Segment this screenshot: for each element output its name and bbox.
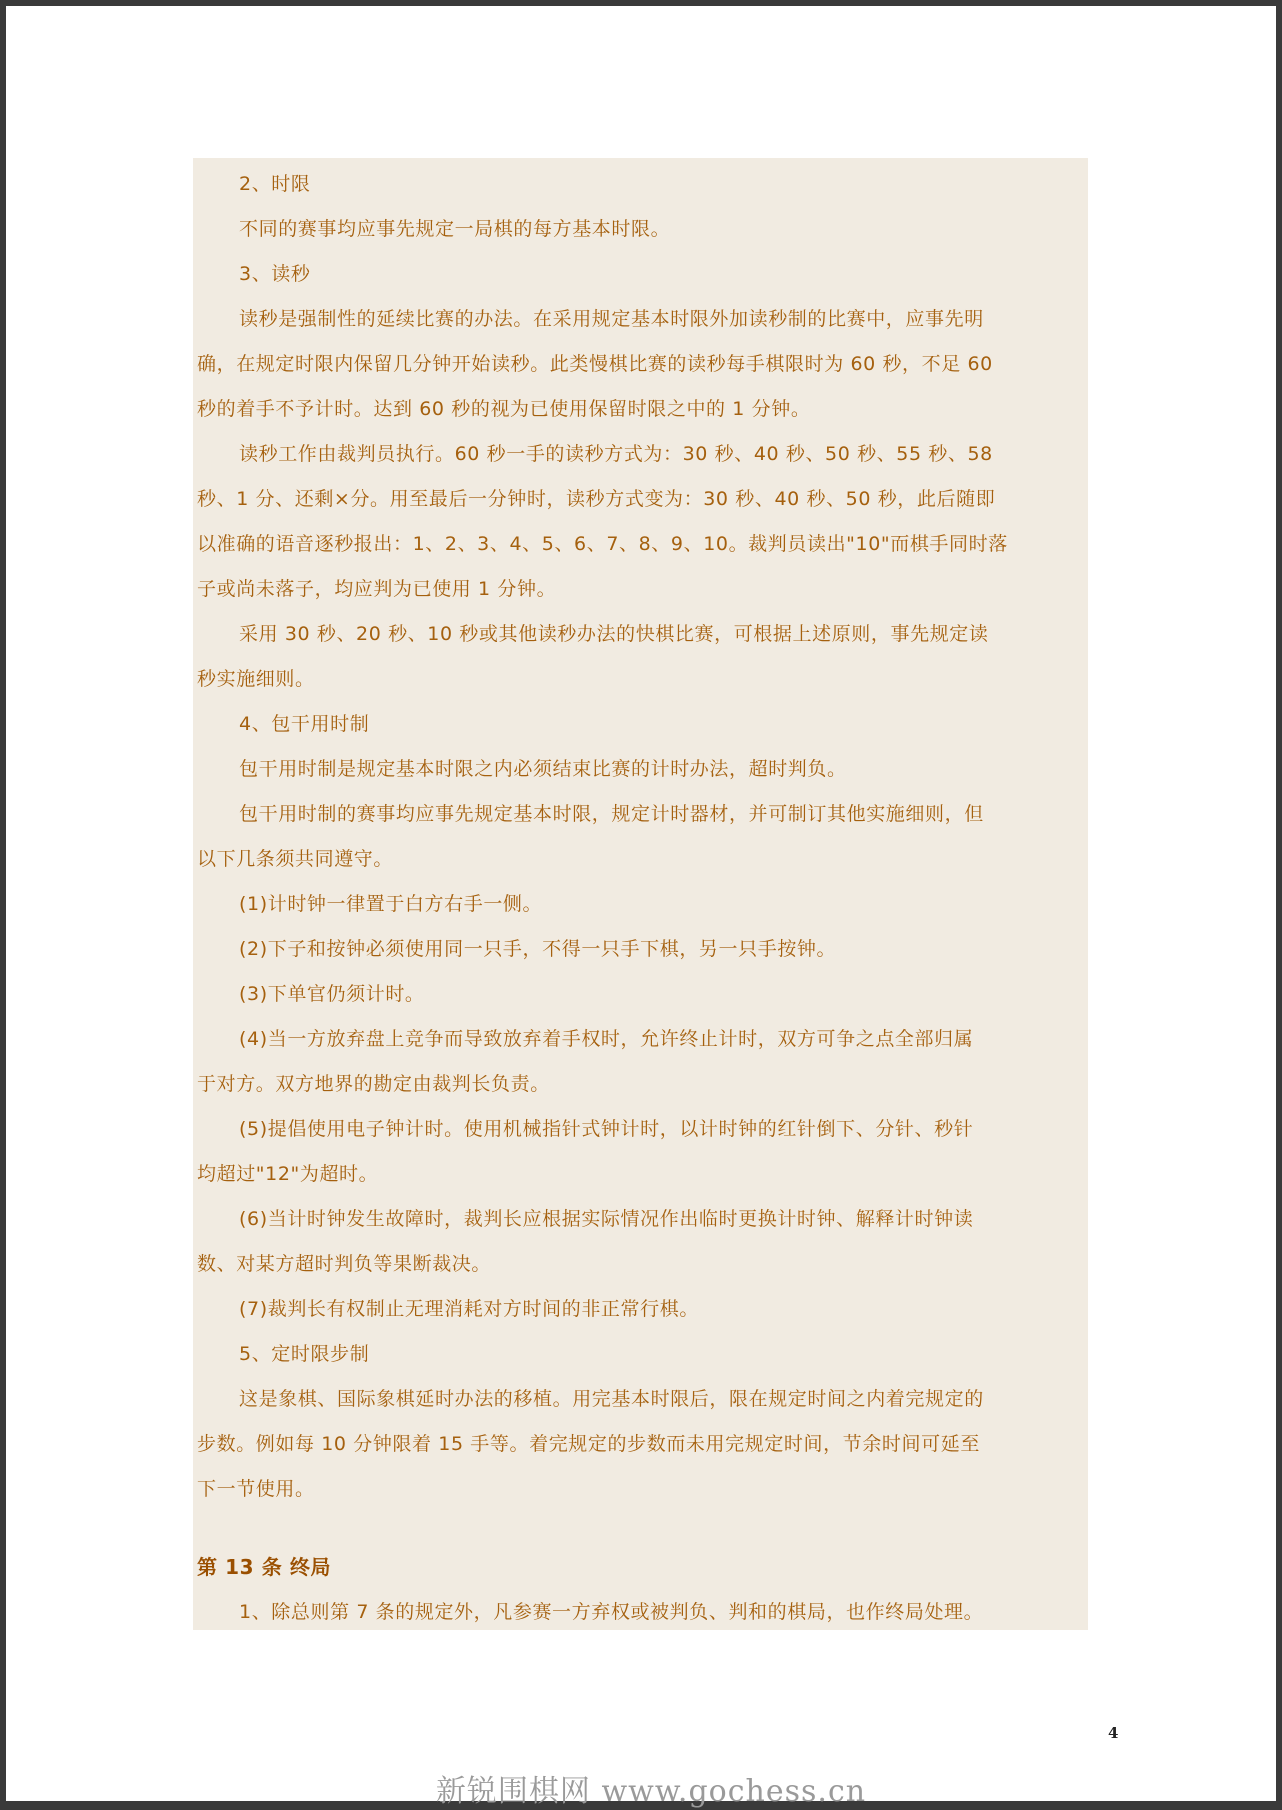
text-line: 步数。例如每 10 分钟限着 15 手等。着完规定的步数而未用完规定时间，节余时间可延至	[197, 1433, 980, 1455]
text-line: 秒、1 分、还剩×分。用至最后一分钟时，读秒方式变为：30 秒、40 秒、50 秒，此后随即	[197, 488, 996, 510]
text-line: 秒的着手不予计时。达到 60 秒的视为已使用保留时限之中的 1 分钟。	[197, 398, 811, 420]
article-block	[193, 1545, 1088, 1635]
text-line: (2)下子和按钟必须使用同一只手，不得一只手下棋，另一只手按钟。	[239, 938, 837, 960]
text-line: 以准确的语音逐秒报出：1、2、3、4、5、6、7、8、9、10。裁判员读出"10"而棋手同时落	[197, 533, 1008, 555]
text-line: 包干用时制的赛事均应事先规定基本时限，规定计时器材，并可制订其他实施细则，但	[239, 803, 984, 825]
content-panel	[193, 158, 1088, 1630]
document-page	[6, 6, 1276, 1809]
section-heading-time-limit: 2、时限	[239, 173, 311, 195]
text-line: 数、对某方超时判负等果断裁决。	[197, 1253, 492, 1275]
text-line: 确，在规定时限内保留几分钟开始读秒。此类慢棋比赛的读秒每手棋限时为 60 秒，不足 60	[197, 353, 993, 375]
section-heading-sudden-death: 4、包干用时制	[239, 713, 370, 735]
text-line: 下一节使用。	[197, 1478, 315, 1500]
text-line: 读秒工作由裁判员执行。60 秒一手的读秒方式为：30 秒、40 秒、50 秒、55 秒、58	[239, 443, 993, 465]
text-line: 于对方。双方地界的勘定由裁判长负责。	[197, 1073, 550, 1095]
text-line: 这是象棋、国际象棋延时办法的移植。用完基本时限后，限在规定时间之内着完规定的	[239, 1388, 984, 1410]
text-line: 1、除总则第 7 条的规定外，凡参赛一方弃权或被判负、判和的棋局，也作终局处理。	[239, 1601, 984, 1623]
text-line: (4)当一方放弃盘上竞争而导致放弃着手权时，允许终止计时，双方可争之点全部归属	[239, 1028, 974, 1050]
text-line: 以下几条须共同遵守。	[197, 848, 394, 870]
text-line: 不同的赛事均应事先规定一局棋的每方基本时限。	[239, 218, 671, 240]
text-line: (3)下单官仍须计时。	[239, 983, 425, 1005]
text-line: 包干用时制是规定基本时限之内必须结束比赛的计时办法，超时判负。	[239, 758, 847, 780]
article-heading: 第 13 条 终局	[197, 1555, 332, 1579]
body-text	[193, 162, 1088, 1512]
text-line: (5)提倡使用电子钟计时。使用机械指针式钟计时，以计时钟的红针倒下、分针、秒针	[239, 1118, 974, 1140]
text-line: (6)当计时钟发生故障时，裁判长应根据实际情况作出临时更换计时钟、解释计时钟读	[239, 1208, 974, 1230]
text-line: 读秒是强制性的延续比赛的办法。在采用规定基本时限外加读秒制的比赛中，应事先明	[239, 308, 984, 330]
text-line: 秒实施细则。	[197, 668, 315, 690]
section-heading-fixed-moves: 5、定时限步制	[239, 1343, 370, 1365]
footer-watermark: 新锐围棋网 www.gochess.cn	[435, 1774, 867, 1809]
text-line: (7)裁判长有权制止无理消耗对方时间的非正常行棋。	[239, 1298, 699, 1320]
section-heading-byoyomi: 3、读秒	[239, 263, 311, 285]
page-number: 4	[1108, 1724, 1119, 1742]
text-line: (1)计时钟一律置于白方右手一侧。	[239, 893, 543, 915]
text-line: 均超过"12"为超时。	[197, 1163, 379, 1185]
text-line: 子或尚未落子，均应判为已使用 1 分钟。	[197, 578, 557, 600]
text-line: 采用 30 秒、20 秒、10 秒或其他读秒办法的快棋比赛，可根据上述原则，事先规定读	[239, 623, 989, 645]
